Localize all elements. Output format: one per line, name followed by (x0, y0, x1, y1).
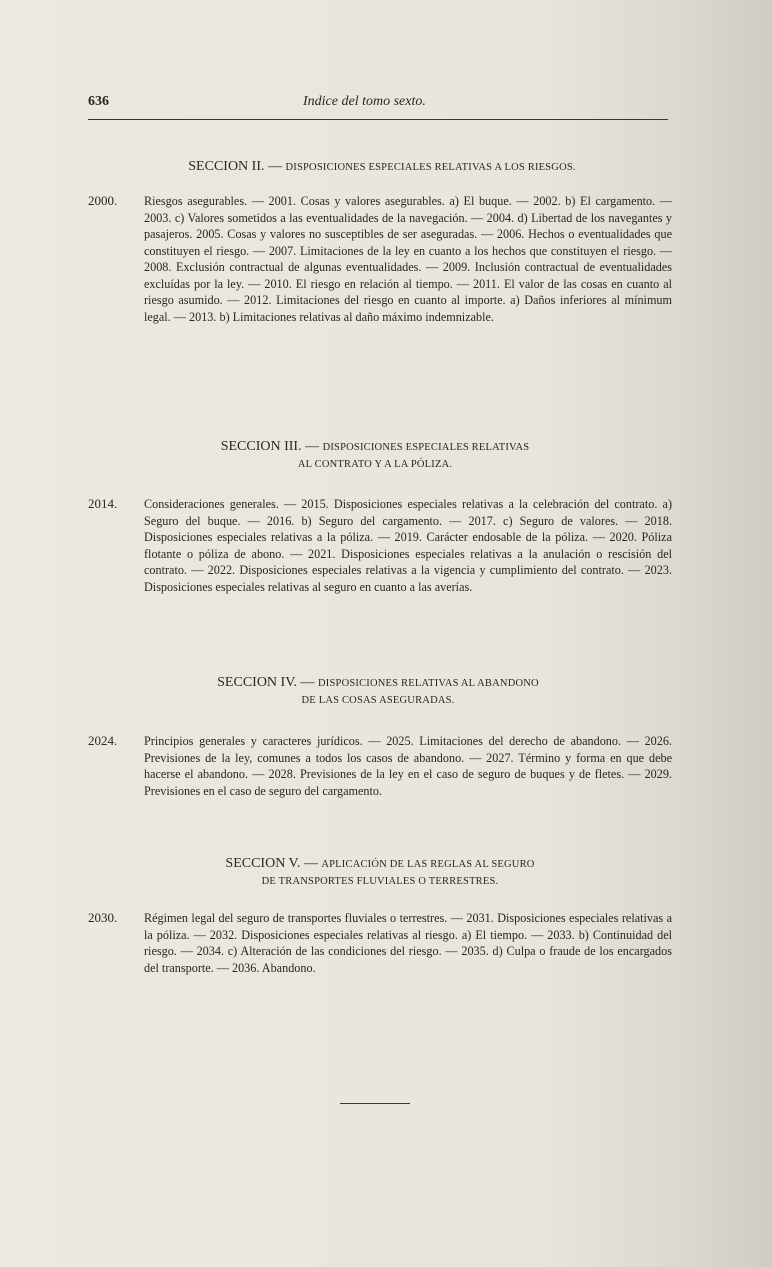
entry-text: Consideraciones generales. — 2015. Disposiciones especiales relativas a la celebración del contrato. a) Seguro del buque. — 2016. b) Seguro del cargamento. — 2017. c) Seguro de valores. — 2018. Disposiciones especiales relativas a la póliza. — 2019. Carácter endosable de la póliza. — 2020. Póliza flotante o póliza de abono. — 2021. Disposiciones especiales relativas a la anulación o rescisión del contrato. — 2022. Disposiciones especiales relativas a la vigencia y cumplimiento del contrato. — 2023. Disposiciones especiales relativas al seguro en cuanto a las averías. (144, 497, 672, 594)
section-heading-line1 (98, 674, 658, 692)
section-label: SECCION IV. — (217, 675, 315, 690)
page-header (88, 94, 668, 116)
section-label: SECCION III. — (220, 439, 320, 454)
entry-number: 2000. (88, 193, 118, 208)
section-heading-line1 (95, 438, 655, 456)
section-heading-line2: DE TRANSPORTES FLUVIALES O TERRESTRES. (261, 876, 499, 887)
entry-number: 2030. (88, 910, 118, 925)
entry-number: 2014. (88, 496, 118, 511)
page-number: 636 (88, 94, 109, 109)
section-title: DISPOSICIONES RELATIVAS AL ABANDONO (318, 678, 539, 689)
running-title: Indice del tomo sexto. (303, 94, 426, 109)
header-rule (88, 119, 668, 120)
section-title: DISPOSICIONES ESPECIALES RELATIVAS (322, 442, 530, 453)
section-title: DISPOSICIONES ESPECIALES RELATIVAS A LOS RIESGOS. (285, 162, 576, 173)
section-heading-line2: AL CONTRATO Y A LA PÓLIZA. (297, 459, 453, 470)
section-heading-line2: DE LAS COSAS ASEGURADAS. (301, 695, 455, 706)
section-heading-iii (95, 438, 655, 473)
section-heading-iv (98, 674, 658, 709)
entry-number: 2024. (88, 733, 118, 748)
section-heading-line1 (102, 158, 662, 176)
entry-text: Régimen legal del seguro de transportes fluviales o terrestres. — 2031. Disposiciones especiales relativas a la póliza. — 2032. Disposiciones especiales relativas al riesgo. a) El tiempo. — 2033. b) Continuidad del riesgo. — 2034. c) Alteración de las condiciones del riesgo. — 2035. d) Culpa o fraude de los encargados del transporte. — 2036. Abandono. (144, 911, 672, 975)
section-heading-ii (102, 158, 662, 176)
section-heading-v (100, 855, 660, 890)
section-label: SECCION II. — (188, 159, 282, 174)
section-title: APLICACIÓN DE LAS REGLAS AL SEGURO (321, 859, 535, 870)
end-divider (340, 1103, 410, 1104)
section-heading-line1 (100, 855, 660, 873)
section-label: SECCION V. — (225, 856, 318, 871)
entry-text: Principios generales y caracteres jurídicos. — 2025. Limitaciones del derecho de abandono. — 2026. Previsiones de la ley, comunes a todos los casos de abandono. — 2027. Término y forma en que debe hacerse el abandono. — 2028. Previsiones de la ley en el caso de seguro de buques y de fletes. — 2029. Previsiones en el caso de seguro del cargamento. (144, 734, 672, 798)
entry-text: Riesgos asegurables. — 2001. Cosas y valores asegurables. a) El buque. — 2002. b) El cargamento. — 2003. c) Valores sometidos a las eventualidades de la navegación. — 2004. d) Libertad de los navegantes y pasajeros. 2005. Cosas y valores no susceptibles de ser aseguradas. — 2006. Hechos o eventualidades que constituyen el riesgo. — 2007. Limitaciones de la ley en cuanto a los hechos que constituyen el riesgo. — 2008. Exclusión contractual de algunas eventualidades. — 2009. Inclusión contractual de eventualidades excluídas por la ley. — 2010. El riesgo en relación al tiempo. — 2011. El valor de las cosas en cuanto al riesgo asumido. — 2012. Limitaciones del riesgo en cuanto al importe. a) Daños inferiores al mínimum legal. — 2013. b) Limitaciones relativas al daño máximo indemnizable. (144, 194, 672, 324)
